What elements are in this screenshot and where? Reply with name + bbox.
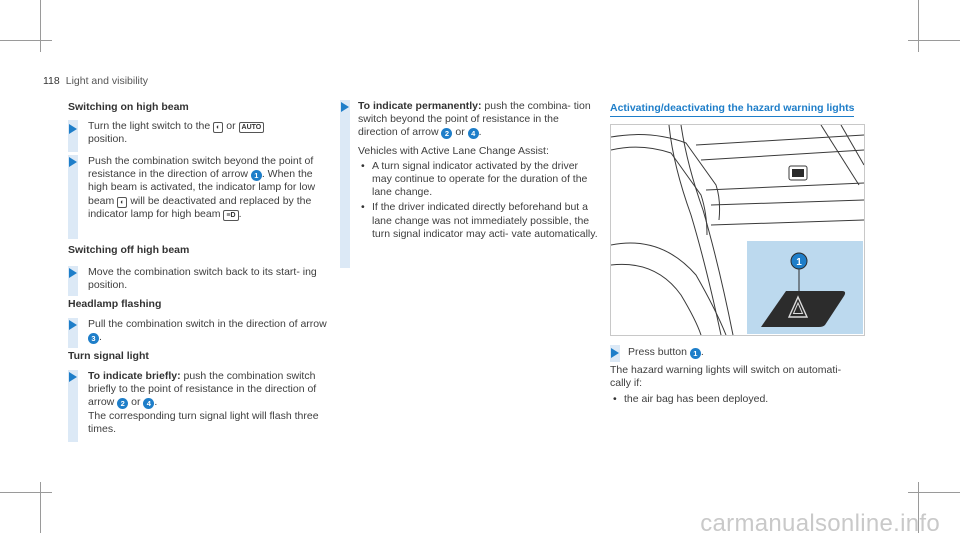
lane-change-list <box>358 160 598 241</box>
hazard-auto-text: The hazard warning lights will switch on automati- cally if: • the air bag has been deployed. <box>610 364 865 407</box>
crop-mark <box>40 482 41 533</box>
arrow-2-badge: 2 <box>441 128 452 139</box>
arrow-1-badge: 1 <box>251 170 262 181</box>
crop-mark <box>0 492 52 493</box>
high-beam-icon: ≡D <box>223 210 238 221</box>
step-arrow-icon <box>69 320 77 330</box>
auto-light-icon: AUTO <box>239 122 265 133</box>
page-header <box>43 75 148 88</box>
dashboard-illustration <box>611 125 864 335</box>
heading-headlamp-flashing: Headlamp flashing <box>68 298 162 310</box>
crop-mark <box>908 40 960 41</box>
low-beam-icon: ◐ <box>213 122 223 133</box>
step-arrow-icon <box>69 157 77 167</box>
crop-mark <box>918 0 919 52</box>
list-item: • If the driver indicated directly beforehand but a lane change was not immediately possible, the turn signal indicator may acti- vate automatically. <box>358 201 598 241</box>
step-arrow-icon <box>69 124 77 134</box>
step-text: Press button 1 . <box>628 346 704 358</box>
heading-high-beam-on: Switching on high beam <box>68 101 189 113</box>
step-arrow-icon <box>341 102 349 112</box>
hazard-button-figure <box>610 124 865 336</box>
arrow-4-badge: 4 <box>143 398 154 409</box>
watermark: carmanualsonline.info <box>700 509 940 537</box>
step-bar <box>340 100 350 268</box>
step-text: Push the combination switch beyond the point of resistance in the direction of arrow 1 . When the high beam is activated, the indicator lamp for low beam ◐ will be deactivated and replaced by the indicator lamp for high beam ≡D . <box>88 155 316 220</box>
arrow-3-badge: 3 <box>88 333 99 344</box>
step-text: To indicate briefly: push the combination switch briefly to the point of resistance in the direction of arrow 2 or 4 . The corresponding turn signal light will flash three times. <box>88 370 319 435</box>
step-bar <box>68 155 78 239</box>
crop-mark <box>40 0 41 52</box>
heading-high-beam-off: Switching off high beam <box>68 244 190 256</box>
crop-mark <box>908 492 960 493</box>
arrow-2-badge: 2 <box>117 398 128 409</box>
step-arrow-icon <box>69 372 77 382</box>
step-text: To indicate permanently: push the combina- tion switch beyond the point of resistance in the direction of arrow 2 or 4 . Vehicles with Active Lane Change Assist: • A turn signal indicator activated by the driver may continue to operate for the duration of the lane change. • If the driver indicated directly beforehand but a lane change was not immediately possible, the turn signal indicator may acti- vate automatically. <box>358 100 598 241</box>
crop-mark <box>0 40 52 41</box>
step-arrow-icon <box>69 268 77 278</box>
page-number: 118 <box>43 75 60 87</box>
figure-callout-badge: 1 <box>796 257 802 268</box>
arrow-4-badge: 4 <box>468 128 479 139</box>
list-item: • A turn signal indicator activated by the driver may continue to operate for the duration of the lane change. <box>358 160 598 200</box>
section-title-hazard[interactable]: Activating/deactivating the hazard warning lights <box>610 102 854 117</box>
step-arrow-icon <box>611 348 619 358</box>
step-text: Turn the light switch to the ◐ or AUTO position. <box>88 120 333 146</box>
heading-turn-signal: Turn signal light <box>68 350 149 362</box>
button-1-badge: 1 <box>690 348 701 359</box>
low-beam-icon: ◐ <box>117 197 127 208</box>
hazard-auto-list <box>610 393 865 406</box>
step-text: Move the combination switch back to its start- ing position. <box>88 266 317 292</box>
section-title: Light and visibility <box>65 75 149 87</box>
step-text: Pull the combination switch in the direction of arrow 3 . <box>88 318 327 344</box>
list-item: • the air bag has been deployed. <box>610 393 865 406</box>
